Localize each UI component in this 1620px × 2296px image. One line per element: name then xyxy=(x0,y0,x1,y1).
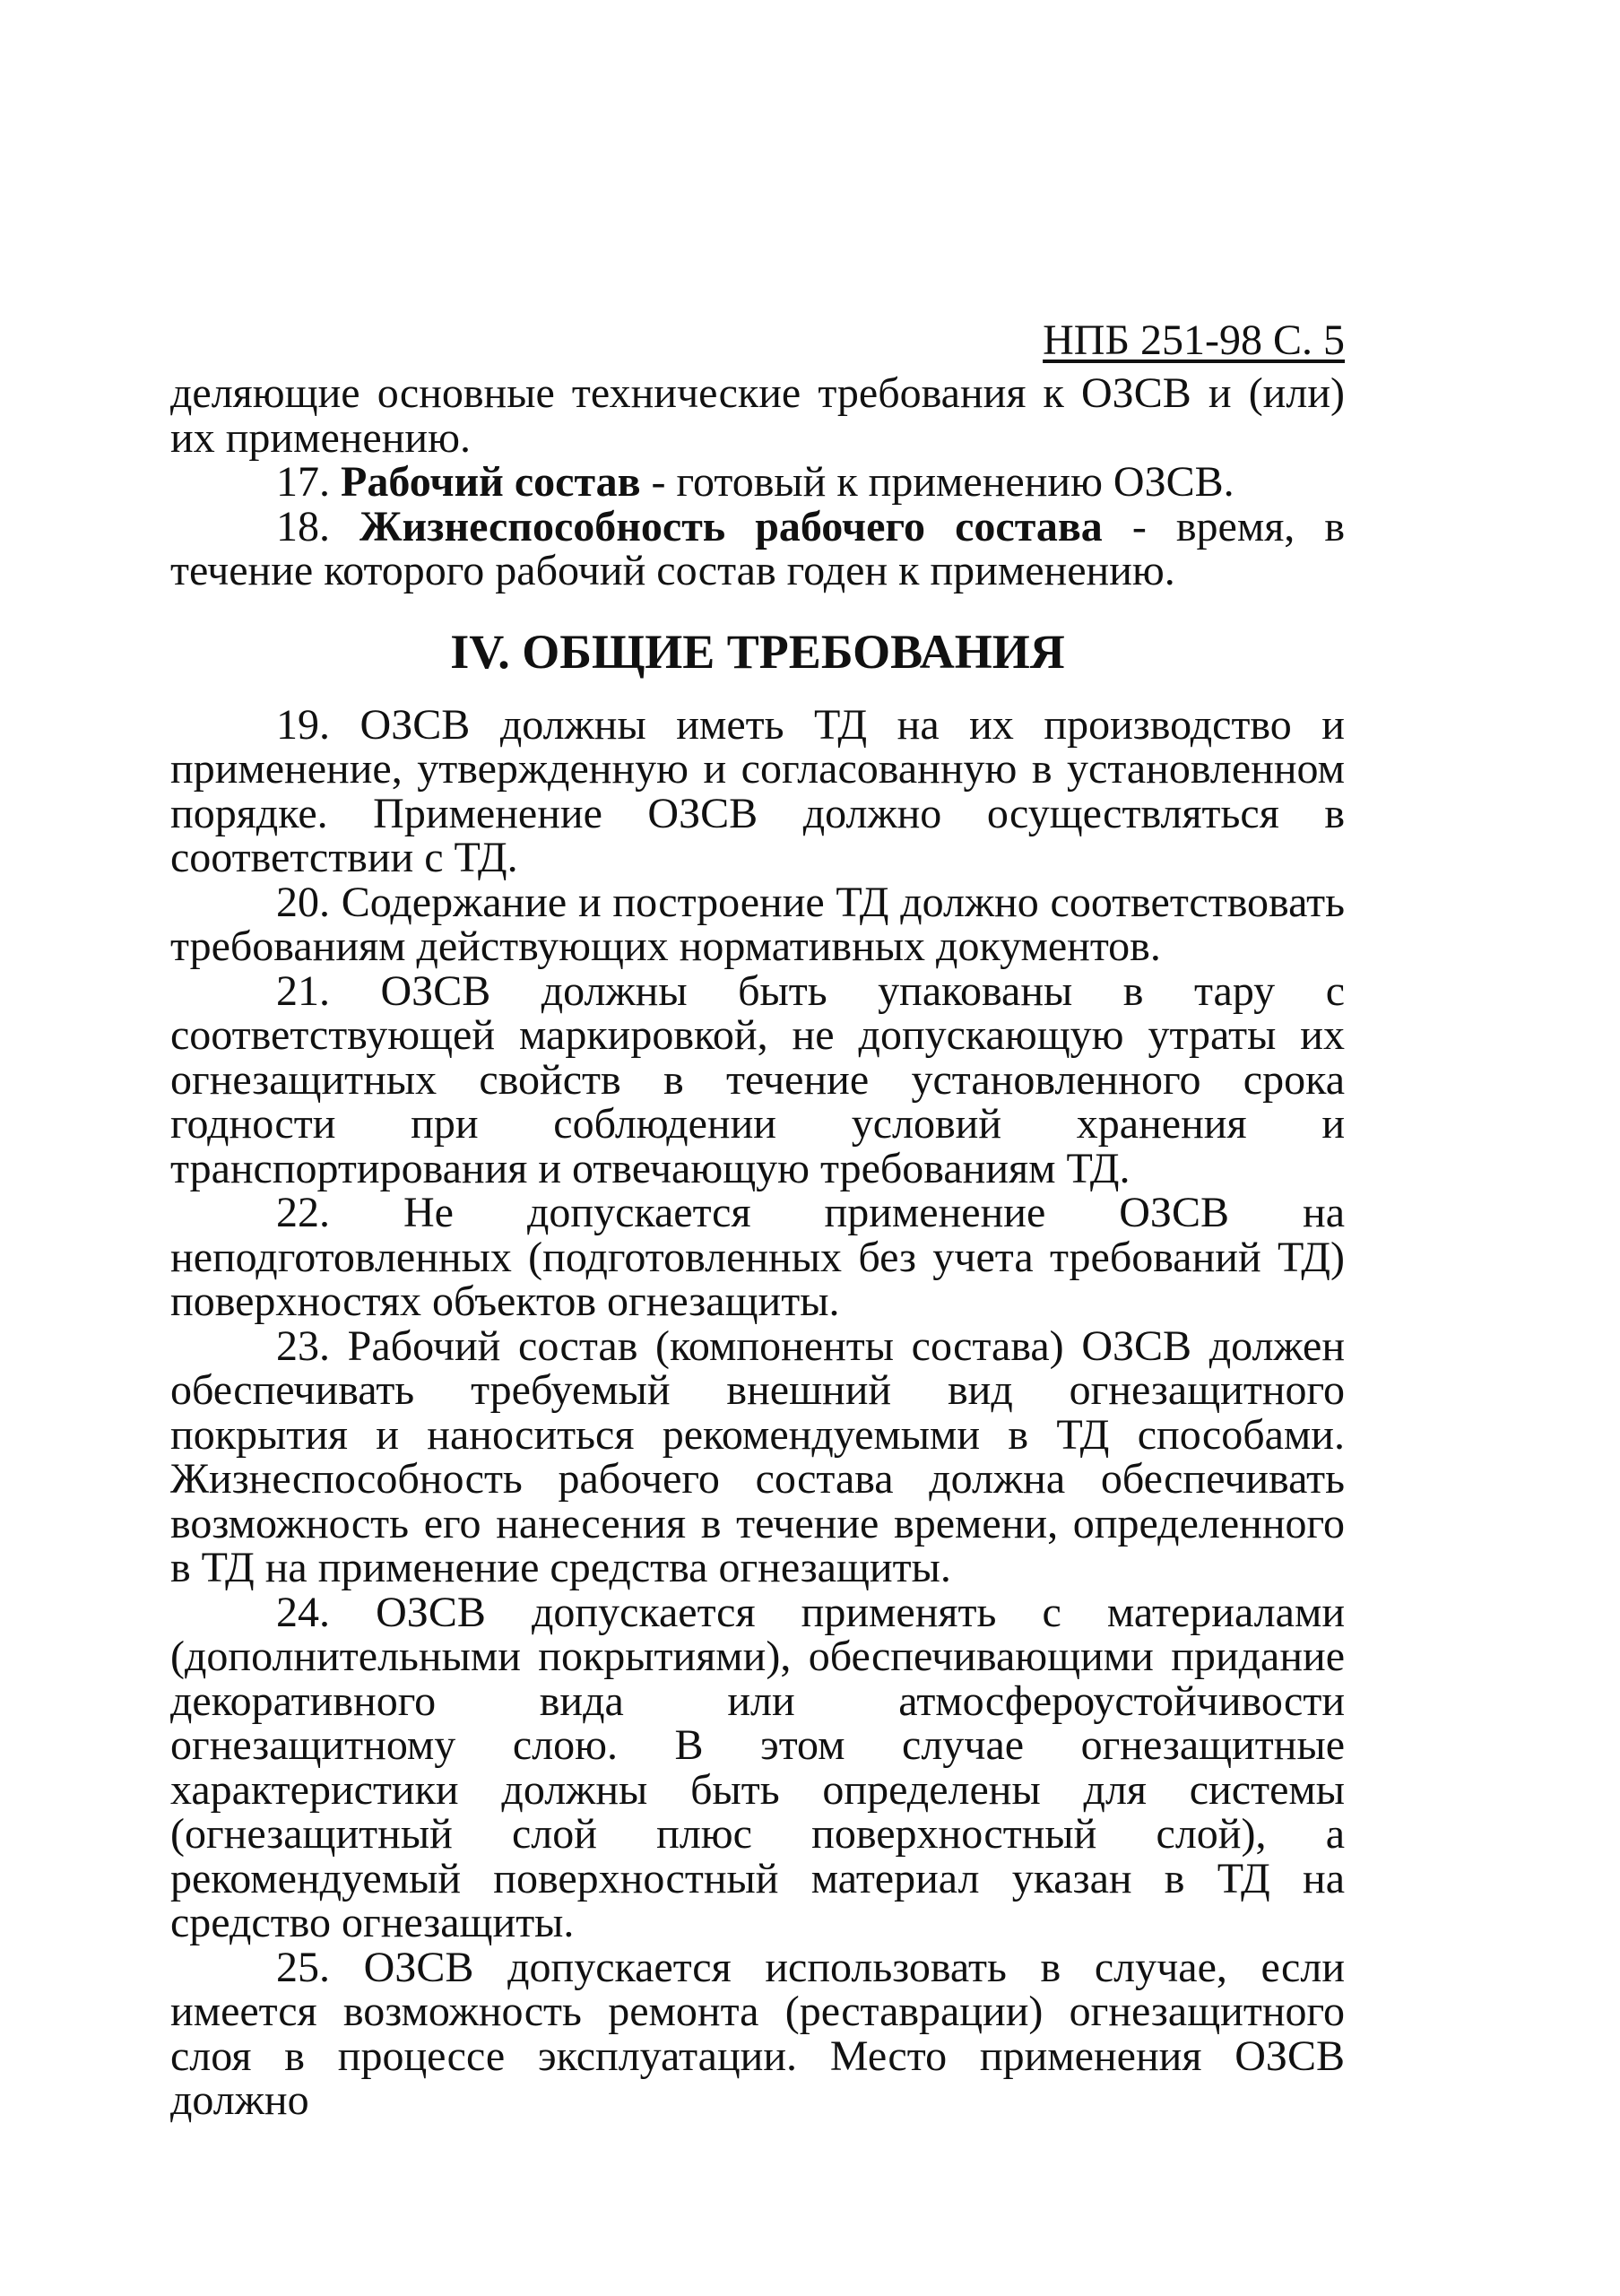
paragraph-17 xyxy=(170,460,1345,505)
paragraph-20: 20. Содержание и построение ТД должно соответствовать требованиям действующих нормативных документов. xyxy=(170,878,1345,970)
paragraph-continuation: деляющие основные технические требования к ОЗСВ и (или) их применению. xyxy=(170,369,1345,462)
paragraph-18-number: 18. xyxy=(276,502,330,550)
paragraph-19: 19. ОЗСВ должны иметь ТД на их производство и применение, утвержденную и согласованную в установленном порядке. Применение ОЗСВ должно осуществляться в соответствии с ТД. xyxy=(170,700,1345,881)
paragraph-18-term: Жизнеспособность рабочего состава xyxy=(360,502,1103,550)
running-header: НПБ 251-98 С. 5 xyxy=(1043,316,1345,364)
paragraph-24: 24. ОЗСВ допускается применять с материалами (дополнительными покрытиями), обеспечивающими придание декоративного вида или атмосфероустойчивости огнезащитному слою. В этом случае огнезащитные характеристики должны быть определены для системы (огнезащитный слой плюс поверхностный слой), а рекомендуемый поверхностный материал указан в ТД на средство огнезащиты. xyxy=(170,1588,1345,1946)
paragraph-25: 25. ОЗСВ допускается использовать в случае, если имеется возможность ремонта (реставрации) огнезащитного слоя в процессе эксплуатации. Место применения ОЗСВ должно xyxy=(170,1943,1345,2124)
paragraph-18-definition: - время, в течение которого рабочий состав годен к применению. xyxy=(170,502,1345,594)
paragraph-21: 21. ОЗСВ должны быть упакованы в тару с соответствующей маркировкой, не допускающую утраты их огнезащитных свойств в течение установленного срока годности при соблюдении условий хранения и транспортирования и отвечающую требованиям ТД. xyxy=(170,966,1345,1192)
paragraph-22: 22. Не допускается применение ОЗСВ на неподготовленных (подготовленных без учета требований ТД) поверхностях объектов огнезащиты. xyxy=(170,1189,1345,1325)
paragraph-17-number: 17. xyxy=(276,458,330,506)
document-page xyxy=(170,314,1345,2123)
paragraph-18 xyxy=(170,502,1345,594)
paragraph-17-definition: - готовый к применению ОЗСВ. xyxy=(651,458,1234,506)
paragraph-17-term: Рабочий состав xyxy=(341,458,641,506)
paragraph-23: 23. Рабочий состав (компоненты состава) ОЗСВ должен обеспечивать требуемый внешний вид огнезащитного покрытия и наноситься рекомендуемыми в ТД способами. Жизнеспособность рабочего состава должна обеспечивать возможность его нанесения в течение времени, определенного в ТД на применение средства огнезащиты. xyxy=(170,1321,1345,1591)
section-title: IV. ОБЩИЕ ТРЕБОВАНИЯ xyxy=(450,624,1065,679)
